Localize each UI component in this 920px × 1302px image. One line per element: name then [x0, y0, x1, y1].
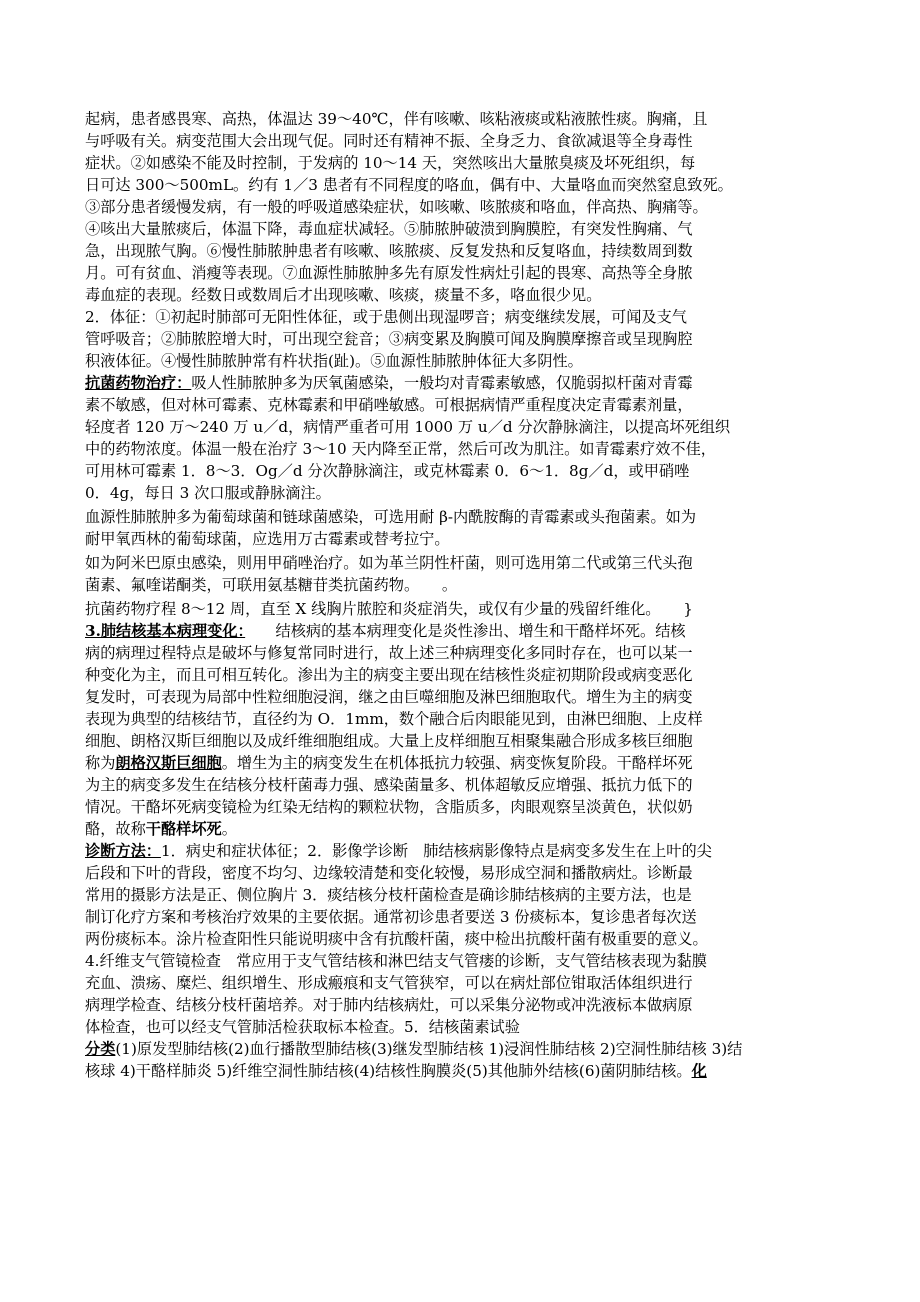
text-line: 素不敏感，但对林可霉素、克林霉素和甲硝唑敏感。可根据病情严重程度决定青霉素剂量，: [85, 396, 693, 414]
key-term: 朗格汉斯巨细胞: [115, 754, 222, 772]
text-line: 管呼吸音；②肺脓腔增大时，可出现空瓮音；③病变累及胸膜可闻及胸膜摩擦音或呈现胸腔: [85, 330, 693, 348]
text-line: 复发时，可表现为局部中性粒细胞浸润，继之由巨噬细胞及淋巴细胞取代。增生为主的病变: [85, 688, 693, 706]
text-line: 4.纤维支气管镜检查 常应用于支气管结核和淋巴结支气管瘘的诊断，支气管结核表现为黏膜: [85, 952, 707, 970]
text-run: 结核病的基本病理变化是炎性渗出、增生和干酪样坏死。结核: [245, 622, 686, 640]
text-line: 中的药物浓度。体温一般在治疗 3～10 天内降至正常，然后可改为肌注。如青霉素疗效不佳，: [85, 440, 716, 458]
text-line: 2．体征：①初起时肺部可无阳性体征，或于患侧出现湿啰音；病变继续发展，可闻及支气: [85, 308, 687, 326]
text-line: 起病，患者感畏寒、高热，体温达 39～40℃，伴有咳嗽、咳粘液痰或粘液脓性痰。胸痛，且: [85, 110, 708, 128]
text-line: 症状。②如感染不能及时控制，于发病的 10～14 天，突然咳出大量脓臭痰及坏死组织，每: [85, 154, 696, 172]
text-run: 1．病史和症状体征；2．影像学诊断 肺结核病影像特点是病变多发生在上叶的尖: [160, 842, 712, 860]
text-line: 充血、溃疡、糜烂、组织增生、形成瘢痕和支气管狭窄，可以在病灶部位钳取活体组织进行: [85, 974, 693, 992]
text-line: 急，出现脓气胸。⑥慢性肺脓肿患者有咳嗽、咳脓痰、反复发热和反复咯血，持续数周到数: [85, 242, 693, 260]
text-line: 细胞、朗格汉斯巨细胞以及成纤维细胞组成。大量上皮样细胞互相聚集融合形成多核巨细胞: [85, 732, 693, 750]
text-line: 病理学检查、结核分枝杆菌培养。对于肺内结核病灶，可以采集分泌物或冲洗液标本做病原: [85, 996, 693, 1014]
text-line: 情况。干酪坏死病变镜检为红染无结构的颗粒状物，含脂质多，肉眼观察呈淡黄色，状似奶: [85, 798, 693, 816]
text-run: 。: [221, 820, 237, 838]
document-page: [85, 108, 870, 1082]
pathology-section: [85, 620, 870, 840]
text-line: 常用的摄影方法是正、侧位胸片 3．痰结核分枝杆菌检查是确诊肺结核病的主要方法，也是: [85, 886, 692, 904]
text-line: 体检查，也可以经支气管肺活检获取标本检查。5．结核菌素试验: [85, 1018, 520, 1036]
text-line: 可用林可霉素 1．8～3．Og／d 分次静脉滴注，或克林霉素 0．6～1．8g／d，或甲硝唑: [85, 462, 690, 480]
text-line: 血源性肺脓肿多为葡萄球菌和链球菌感染，可选用耐 β-内酰胺酶的青霉素或头孢菌素。如为: [85, 508, 697, 526]
key-term: 干酪样坏死: [145, 820, 222, 838]
text-line: 与呼吸有关。病变范围大会出现气促。同时还有精神不振、全身乏力、食欲减退等全身毒性: [85, 132, 693, 150]
section-heading: 诊断方法：: [85, 842, 161, 860]
text-line: ④咳出大量脓痰后，体温下降，毒血症状减轻。⑤肺脓肿破溃到胸膜腔，有突发性胸痛、气: [85, 220, 693, 238]
text-line: 日可达 300～500mL。约有 1／3 患者有不同程度的咯血，偶有中、大量咯血而突然窒息致死。: [85, 176, 733, 194]
text-line: 轻度者 120 万～240 万 u／d，病情严重者可用 1000 万 u／d 分次静脉滴注，以提高坏死组织: [85, 418, 731, 436]
text-line: 0．4g，每日 3 次口服或静脉滴注。: [85, 484, 331, 502]
text-line: 制订化疗方案和考核治疗效果的主要依据。通常初诊患者要送 3 份痰标本，复诊患者每次送: [85, 908, 697, 926]
text-line: 表现为典型的结核结节，直径约为 O．1mm，数个融合后肉眼能见到，由淋巴细胞、上皮样: [85, 710, 703, 728]
section-heading: 分类: [85, 1040, 116, 1058]
text-line: 积液体征。④慢性肺脓肿常有杵状指(趾)。⑤血源性肺脓肿体征大多阴性。: [85, 352, 583, 370]
text-run: (1)原发型肺结核(2)血行播散型肺结核(3)继发型肺结核 1)浸润性肺结核 2)空洞性肺结核 3)结: [115, 1040, 743, 1058]
text-run: 吸人性肺脓肿多为厌氧菌感染，一般均对青霉素敏感，仅脆弱拟杆菌对青霉: [191, 374, 693, 392]
text-line: 菌素、氟喹诺酮类，可联用氨基糖苷类抗菌药物。 。: [85, 576, 458, 594]
trailing-heading: 化: [691, 1062, 707, 1080]
text-line: 如为阿米巴原虫感染，则用甲硝唑治疗。如为革兰阴性杆菌，则可选用第二代或第三代头孢: [85, 554, 693, 572]
text-line: ③部分患者缓慢发病，有一般的呼吸道感染症状，如咳嗽、咳脓痰和咯血，伴高热、胸痛等。: [85, 198, 708, 216]
text-run: 核球 4)干酪样肺炎 5)纤维空洞性肺结核(4)结核性胸膜炎(5)其他肺外结核(6)菌阴肺结核。: [85, 1062, 692, 1080]
text-line: 毒血症的表现。经数日或数周后才出现咳嗽、咳痰，痰量不多，咯血很少见。: [85, 286, 602, 304]
text-line: [85, 840, 870, 862]
text-line: 为主的病变多发生在结核分枝杆菌毒力强、感染菌量多、机体超敏反应增强、抵抗力低下的: [85, 776, 693, 794]
section-heading: 3.肺结核基本病理变化：: [85, 622, 246, 640]
antibiotic-section: [85, 372, 870, 620]
diagnosis-section: [85, 840, 870, 1038]
classification-section: [85, 1038, 870, 1082]
text-line: 月。可有贫血、消瘦等表现。⑦血源性肺脓肿多先有原发性病灶引起的畏寒、高热等全身脓: [85, 264, 693, 282]
text-line: 后段和下叶的背段，密度不均匀、边缘较清楚和变化较慢，易形成空洞和播散病灶。诊断最: [85, 864, 693, 882]
text-run: 。增生为主的病变发生在机体抵抗力较强、病变恢复阶段。干酪样坏死: [221, 754, 693, 772]
text-run: 称为: [85, 754, 116, 772]
text-line: [85, 372, 870, 394]
text-line: 耐甲氧西林的葡萄球菌，应选用万古霉素或替考拉宁。: [85, 530, 450, 548]
text-line: 种变化为主，而且可相互转化。渗出为主的病变主要出现在结核性炎症初期阶段或病变恶化: [85, 666, 693, 684]
text-run: 酪，故称: [85, 820, 146, 838]
text-line: [85, 620, 870, 642]
section-heading: 抗菌药物治疗：: [85, 374, 192, 392]
text-line: 抗菌药物疗程 8～12 周，直至 X 线胸片脓腔和炎症消失，或仅有少量的残留纤维化。 }: [85, 600, 693, 618]
text-line: 两份痰标本。涂片检查阳性只能说明痰中含有抗酸杆菌，痰中检出抗酸杆菌有极重要的意义。: [85, 930, 708, 948]
text-line: 病的病理过程特点是破坏与修复常同时进行，故上述三种病理变化多同时存在，也可以某一: [85, 644, 693, 662]
text-line: [85, 1060, 870, 1082]
symptoms-section: [85, 108, 870, 372]
text-line: [85, 1038, 870, 1060]
text-line: [85, 752, 870, 774]
text-line: [85, 818, 870, 840]
